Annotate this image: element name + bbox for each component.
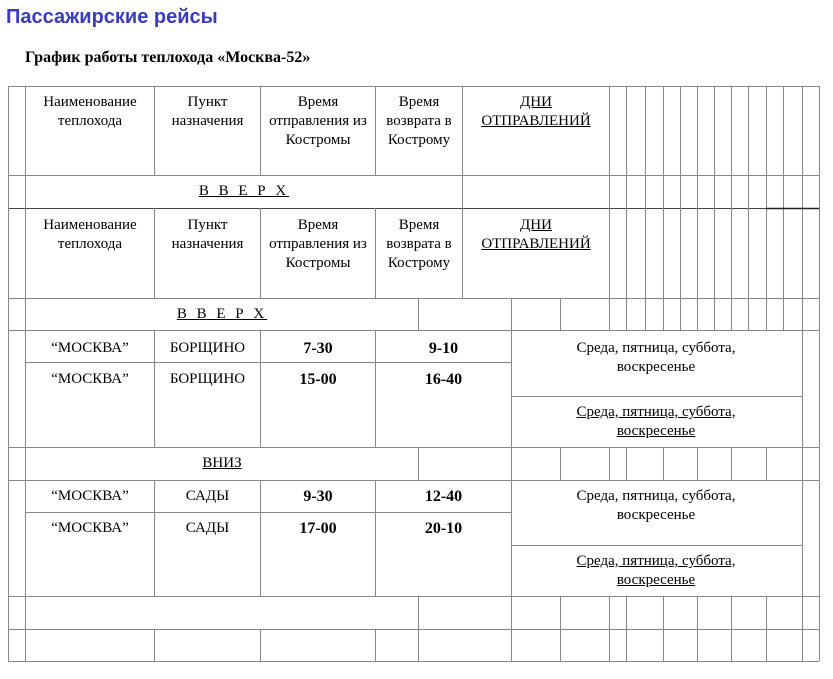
up-days-link[interactable]: Среда, пятница, суббота, воскресенье [576,404,736,439]
down-days-link[interactable]: Среда, пятница, суббота, воскресенье [576,553,736,588]
header1-days-link[interactable]: ДНИ ОТПРАВЛЕНИЙ [481,94,591,129]
departure-cell: 7-30 [303,340,333,357]
section-up-label[interactable]: В В Е Р Х [176,306,268,322]
destination-cell: БОРЩИНО [169,340,246,356]
header1-return: Время возврата в Кострому [386,94,452,148]
up-days-cell: Среда, пятница, суббота, воскресенье [576,340,736,375]
page-title: Пассажирские рейсы [6,6,218,28]
vessel-cell: “МОСКВА” [51,371,129,387]
destination-cell: САДЫ [185,488,230,504]
departure-cell: 9-30 [303,488,333,505]
header2-vessel: Наименование теплохода [43,217,137,252]
return-cell: 9-10 [428,340,459,357]
header2-days-link[interactable]: ДНИ ОТПРАВЛЕНИЙ [481,217,591,252]
schedule-subtitle: График работы теплохода «Москва-52» [25,49,311,66]
departure-cell: 17-00 [299,520,337,537]
vessel-cell: “МОСКВА” [51,520,129,536]
header2-departure: Время отправления из Костромы [269,217,367,271]
destination-cell: САДЫ [185,520,230,536]
header1-departure: Время отправления из Костромы [269,94,367,148]
section-down-label[interactable]: ВНИЗ [202,455,242,471]
return-cell: 20-10 [424,520,463,537]
vessel-cell: “МОСКВА” [51,488,129,504]
destination-cell: БОРЩИНО [169,371,246,387]
departure-cell: 15-00 [299,371,337,388]
return-cell: 16-40 [424,371,463,388]
vessel-cell: “МОСКВА” [51,340,129,356]
header1-destination: Пункт назначения [171,94,244,129]
down-days-cell: Среда, пятница, суббота, воскресенье [576,488,736,523]
header2-return: Время возврата в Кострому [386,217,452,271]
return-cell: 12-40 [424,488,463,505]
section-upper-label[interactable]: В В Е Р Х [198,183,290,199]
header1-vessel: Наименование теплохода [43,94,137,129]
header2-destination: Пункт назначения [171,217,244,252]
